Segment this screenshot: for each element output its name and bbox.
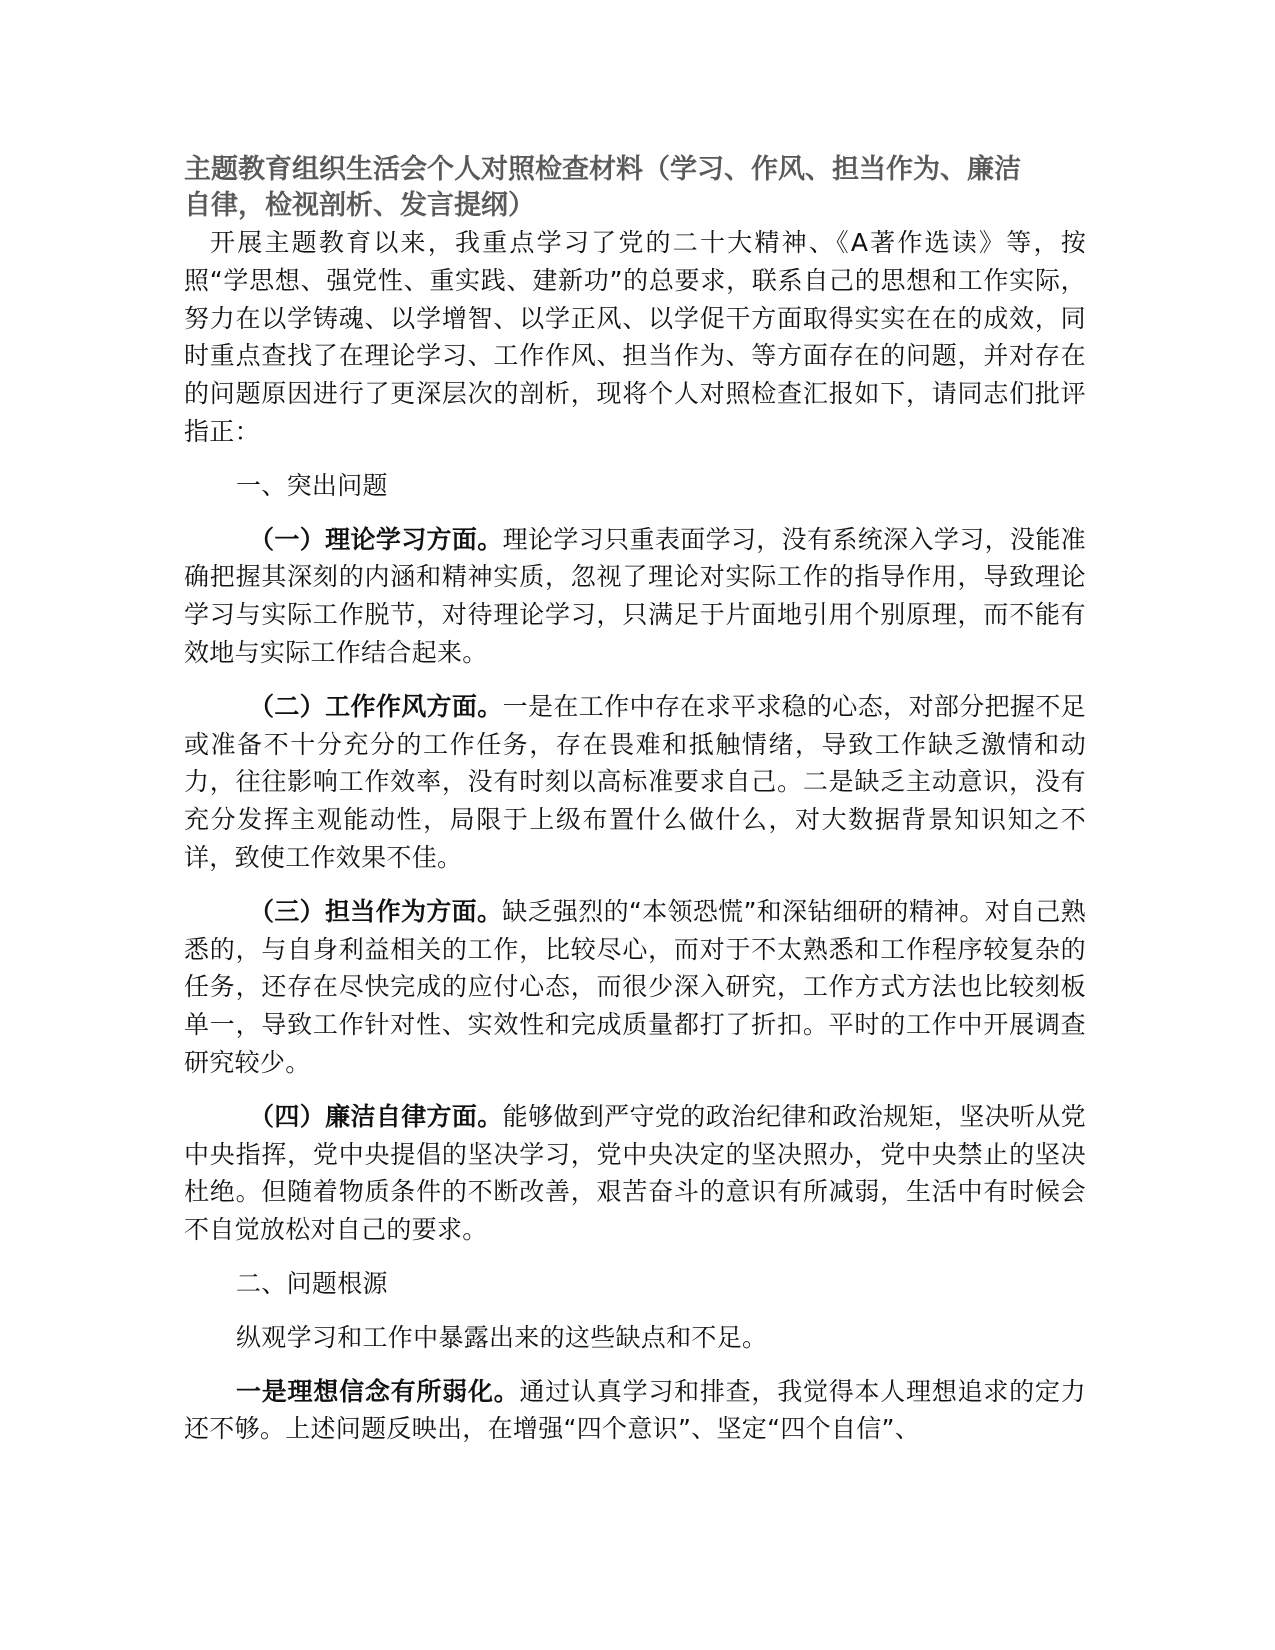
item-integrity [184, 1098, 1086, 1249]
item-lead: （三）担当作为方面。 [249, 896, 503, 926]
section-heading-root-causes: 二、问题根源 [236, 1268, 388, 1298]
intro-paragraph: 开展主题教育以来，我重点学习了党的二十大精神、《A著作选读》等，按照“学思想、强党性、重实践、建新功”的总要求，联系自己的思想和工作实际，努力在以学铸魂、以学增智、以学正风、以学促干方面取得实实在在的成效，同时重点查找了在理论学习、工作作风、担当作为、等方面存在的问题，并对存在的问题原因进行了更深层次的剖析，现将个人对照检查汇报如下，请同志们批评指正： [184, 228, 1086, 446]
item-text: 缺乏强烈的“本领恐慌”和深钻细研的精神。对自己熟悉的，与自身利益相关的工作，比较尽心，而对于不太熟悉和工作程序较复杂的任务，还存在尽快完成的应付心态，而很少深入研究，工作方式方法也比较刻板单一，导致工作针对性、实效性和完成质量都打了折扣。平时的工作中开展调查研究较少。 [184, 896, 1086, 1077]
document-page [184, 152, 1086, 1448]
item-text: 一是在工作中存在求平求稳的心态，对部分把握不足或准备不十分充分的工作任务，存在畏难和抵触情绪，导致工作缺乏激情和动力，往往影响工作效率，没有时刻以高标准要求自己。二是缺乏主动意识，没有充分发挥主观能动性，局限于上级布置什么做什么，对大数据背景知识知之不详，致使工作效果不佳。 [184, 691, 1086, 872]
item-text: 能够做到严守党的政治纪律和政治规矩，坚决听从党中央指挥，党中央提倡的坚决学习，党中央决定的坚决照办，党中央禁止的坚决杜绝。但随着物质条件的不断改善，艰苦奋斗的意识有所减弱，生活中有时候会不自觉放松对自己的要求。 [184, 1101, 1086, 1245]
item-lead: （一）理论学习方面。 [249, 524, 503, 554]
root-cause-text: 通过认真学习和排查，我觉得本人理想追求的定力还不够。上述问题反映出，在增强“四个意识”、坚定“四个自信”、 [184, 1376, 1086, 1444]
item-work-style [184, 688, 1086, 877]
item-responsibility [184, 893, 1086, 1082]
item-lead: （四）廉洁自律方面。 [249, 1101, 503, 1131]
document-title: 主题教育组织生活会个人对照检查材料（学习、作风、担当作为、廉洁自律，检视剖析、发言提纲） [184, 154, 1021, 221]
root-cause-paragraph [184, 1373, 1086, 1449]
section-heading-problems: 一、突出问题 [236, 470, 388, 500]
item-theory-study [184, 521, 1086, 672]
section-intro-paragraph: 纵观学习和工作中暴露出来的这些缺点和不足。 [236, 1322, 768, 1352]
item-lead: （二）工作作风方面。 [249, 691, 503, 721]
root-cause-lead: 一是理想信念有所弱化。 [236, 1376, 520, 1406]
item-text: 理论学习只重表面学习，没有系统深入学习，没能准确把握其深刻的内涵和精神实质，忽视了理论对实际工作的指导作用，导致理论学习与实际工作脱节，对待理论学习，只满足于片面地引用个别原理，而不能有效地与实际工作结合起来。 [184, 524, 1086, 667]
